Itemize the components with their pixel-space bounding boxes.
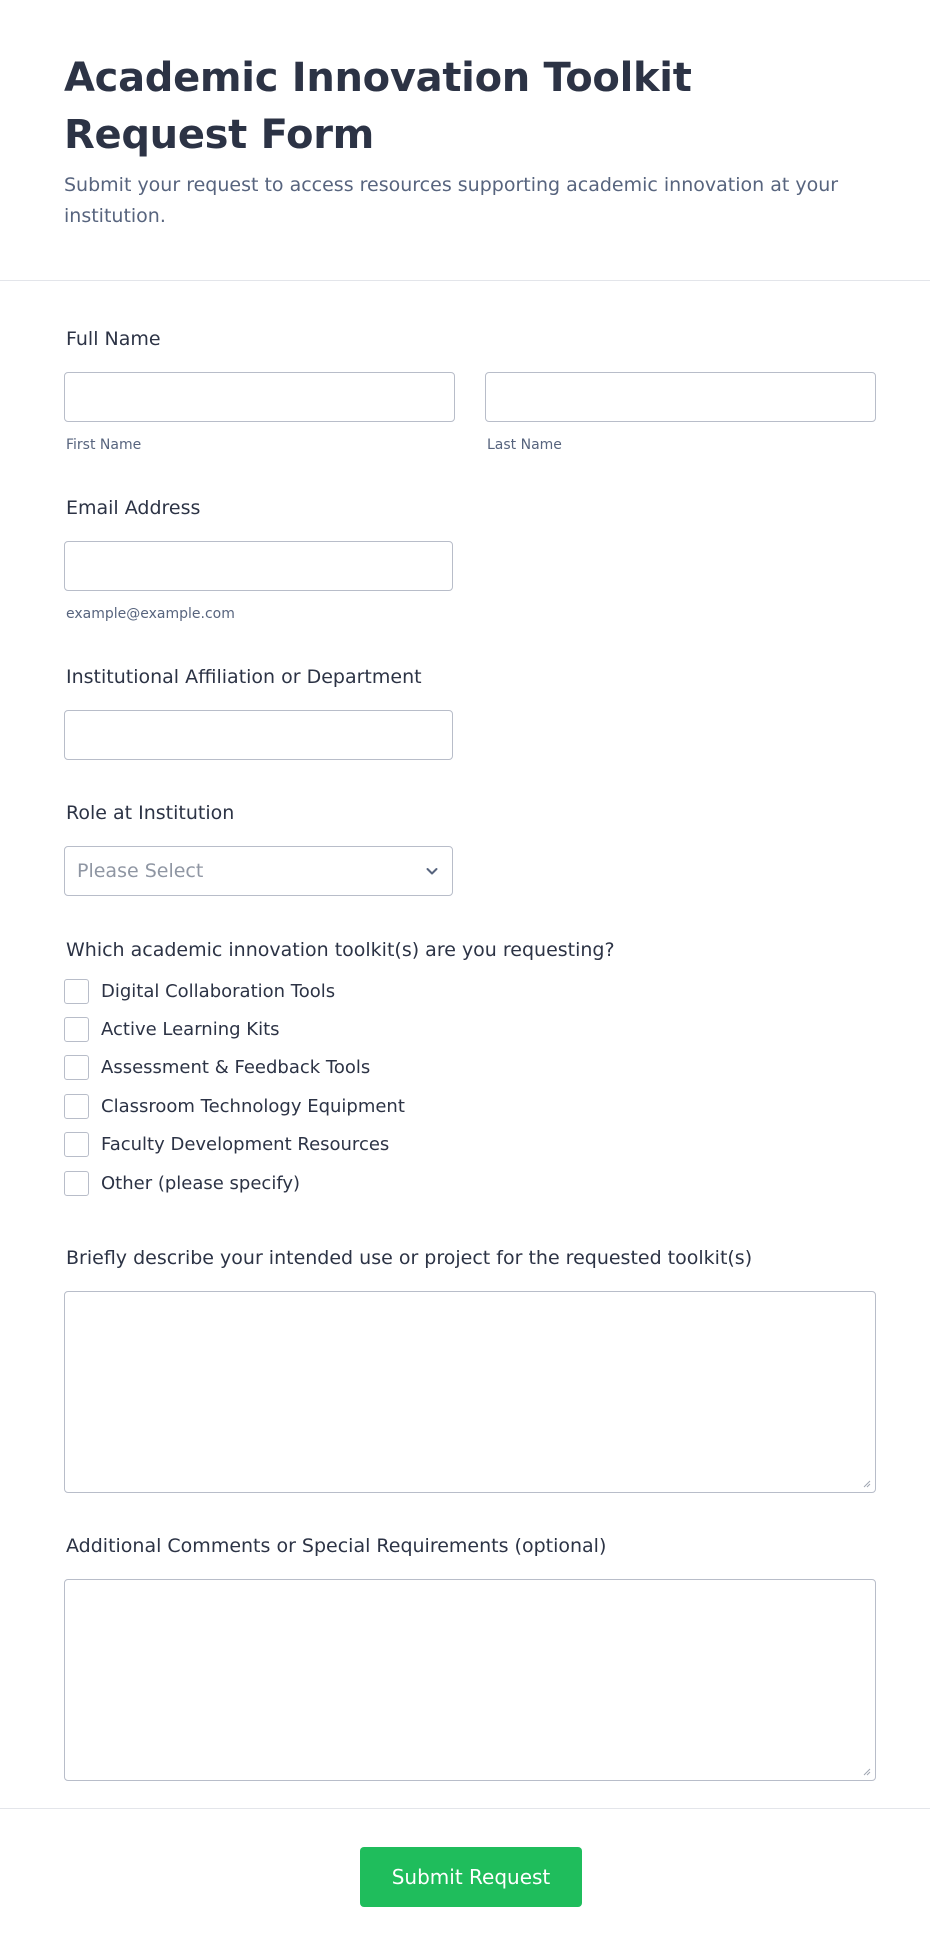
checkbox-label: Other (please specify) (101, 1172, 301, 1194)
first-name-sublabel: First Name (66, 437, 142, 453)
checkbox-option-faculty-development[interactable] (64, 1126, 615, 1164)
role-field (64, 800, 453, 896)
affiliation-label: Institutional Affiliation or Department (66, 666, 422, 688)
full-name-field (64, 326, 876, 454)
full-name-label: Full Name (66, 328, 161, 350)
checkbox-option-digital-collaboration[interactable] (64, 972, 615, 1010)
checkbox[interactable] (64, 1094, 89, 1119)
toolkits-field (64, 937, 615, 1202)
full-name-inputs (64, 372, 876, 454)
checkbox-label: Classroom Technology Equipment (101, 1095, 405, 1117)
checkbox-option-other[interactable] (64, 1164, 615, 1202)
form-header (0, 0, 930, 281)
submit-request-button[interactable]: Submit Request (360, 1847, 582, 1907)
email-sublabel: example@example.com (66, 606, 235, 622)
toolkits-label: Which academic innovation toolkit(s) are you requesting? (66, 939, 615, 961)
checkbox-label: Faculty Development Resources (101, 1134, 390, 1156)
intended-use-field (64, 1245, 876, 1493)
intended-use-label: Briefly describe your intended use or project for the requested toolkit(s) (66, 1247, 753, 1269)
last-name-sublabel: Last Name (487, 437, 562, 453)
comments-label: Additional Comments or Special Requirements (optional) (66, 1535, 607, 1557)
checkbox[interactable] (64, 1132, 89, 1157)
email-input[interactable] (64, 541, 453, 591)
last-name-input[interactable] (485, 372, 876, 422)
affiliation-input[interactable] (64, 710, 453, 760)
checkbox-label: Active Learning Kits (101, 1019, 280, 1041)
chevron-down-icon (424, 863, 440, 879)
email-field (64, 495, 453, 623)
form-footer (0, 1808, 930, 1955)
first-name-wrapper (64, 372, 455, 454)
first-name-input[interactable] (64, 372, 455, 422)
checkbox[interactable] (64, 1055, 89, 1080)
toolkits-options (64, 972, 615, 1202)
intended-use-textarea[interactable] (64, 1291, 876, 1493)
checkbox-label: Assessment & Feedback Tools (101, 1057, 371, 1079)
checkbox-option-active-learning[interactable] (64, 1010, 615, 1048)
checkbox-label: Digital Collaboration Tools (101, 980, 336, 1002)
resize-grip-icon[interactable] (861, 1478, 871, 1488)
comments-textarea[interactable] (64, 1579, 876, 1781)
checkbox-option-assessment-feedback[interactable] (64, 1049, 615, 1087)
last-name-wrapper (485, 372, 876, 454)
role-label: Role at Institution (66, 802, 235, 824)
comments-field (64, 1533, 876, 1781)
role-select-value: Please Select (77, 860, 204, 882)
email-label: Email Address (66, 497, 201, 519)
affiliation-field (64, 664, 453, 760)
checkbox[interactable] (64, 1017, 89, 1042)
checkbox[interactable] (64, 1171, 89, 1196)
resize-grip-icon[interactable] (861, 1766, 871, 1776)
checkbox[interactable] (64, 979, 89, 1004)
page-subtitle: Submit your request to access resources supporting academic innovation at your institution. (64, 174, 839, 227)
checkbox-option-classroom-technology[interactable] (64, 1087, 615, 1125)
role-select[interactable] (64, 846, 453, 896)
page-title: Academic Innovation Toolkit Request Form (64, 55, 692, 158)
